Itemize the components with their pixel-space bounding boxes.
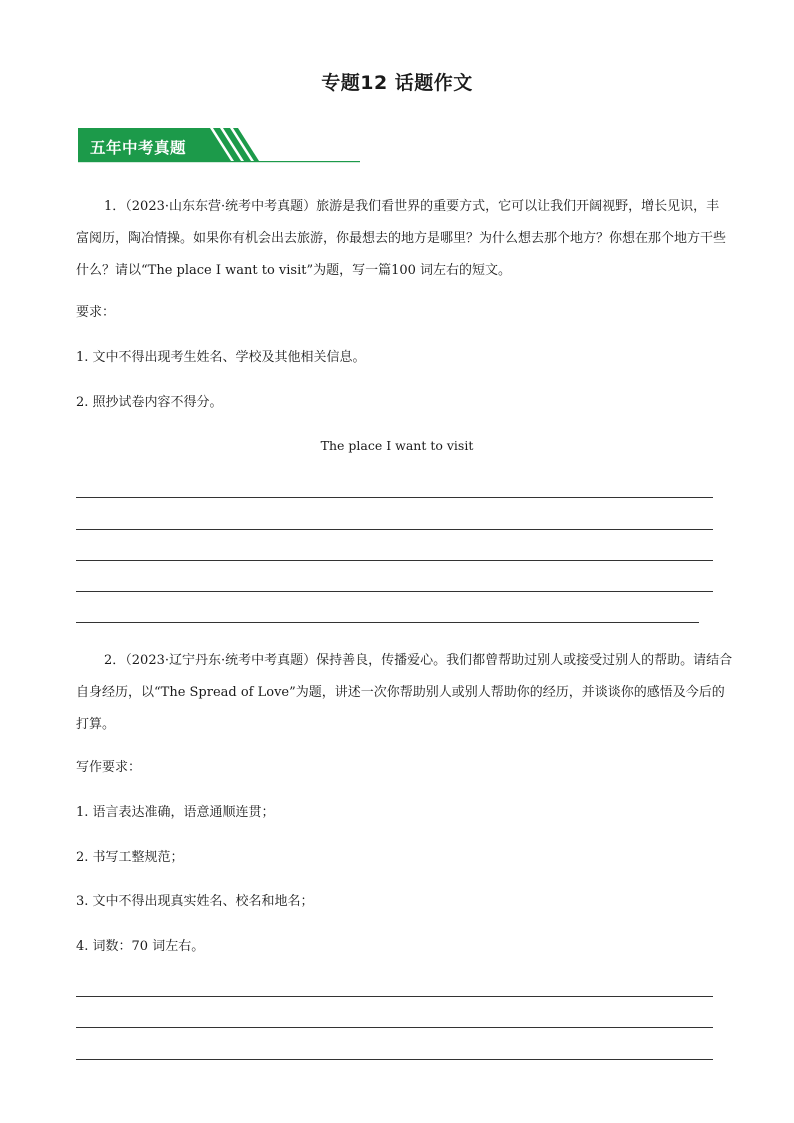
question-2-requirement-1: 1. 语言表达准确，语意通顺连贯；	[76, 805, 275, 820]
question-2-requirements-heading: 写作要求：	[76, 760, 142, 775]
question-2-requirement-3: 3. 文中不得出现真实姓名、校名和地名；	[76, 894, 314, 909]
writing-line[interactable]	[76, 497, 713, 498]
question-1-essay-title: The place I want to visit	[320, 438, 474, 453]
question-1-requirement-2: 2. 照抄试卷内容不得分。	[76, 395, 223, 410]
writing-line[interactable]	[76, 591, 713, 592]
question-2-requirement-4: 4. 词数：70 词左右。	[76, 939, 205, 954]
section-banner-label: 五年中考真题	[90, 139, 187, 157]
writing-line[interactable]	[76, 1059, 713, 1060]
page-title: 专题12 话题作文	[321, 72, 473, 94]
question-1-requirements-heading: 要求：	[76, 305, 116, 320]
writing-line[interactable]	[76, 560, 713, 561]
writing-line[interactable]	[76, 996, 713, 997]
question-2-requirement-2: 2. 书写工整规范；	[76, 850, 184, 865]
writing-line[interactable]	[76, 529, 713, 530]
question-1-prompt: 1．（2023·山东东营·统考中考真题）旅游是我们看世界的重要方式，它可以让我们开阔视野，增长见识，丰富阅历，陶冶情操。如果你有机会出去旅游，你最想去的地方是哪里？为什么想去那个地方？你想在那个地方干些什么？请以“The place I want to visit”为题，写一篇100 词左右的短文。	[76, 199, 727, 278]
question-1-requirement-1: 1. 文中不得出现考生姓名、学校及其他相关信息。	[76, 350, 366, 365]
writing-line[interactable]	[76, 1027, 713, 1028]
writing-line[interactable]	[76, 622, 699, 623]
question-2-prompt: 2．（2023·辽宁丹东·统考中考真题）保持善良，传播爱心。我们都曾帮助过别人或接受过别人的帮助。请结合自身经历，以“The Spread of Love”为题，讲述一次你帮助别人或别人帮助你的经历，并谈谈你的感悟及今后的打算。	[76, 653, 733, 732]
section-banner	[78, 128, 360, 164]
